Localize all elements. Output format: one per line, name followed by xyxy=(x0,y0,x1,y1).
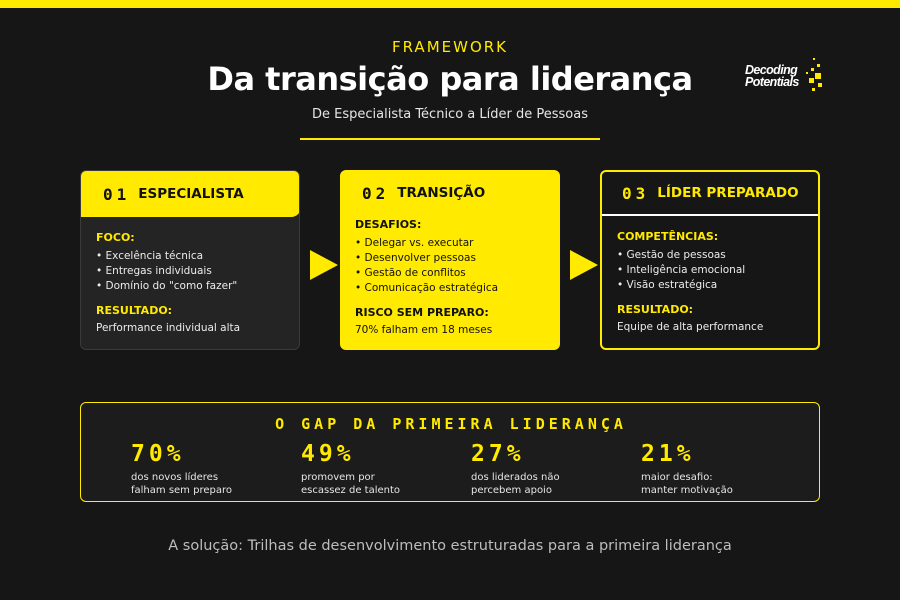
stat-item xyxy=(131,441,291,497)
card-header xyxy=(602,172,818,216)
stat-line: promovem por xyxy=(301,472,375,483)
section-label: COMPETÊNCIAS: xyxy=(617,230,719,243)
risk-label: RISCO SEM PREPARO: xyxy=(355,306,489,319)
list-item: • Delegar vs. executar xyxy=(355,237,474,249)
stat-line: percebem apoio xyxy=(471,485,552,496)
logo-line-2: Potentials xyxy=(745,75,799,89)
result-label: RESULTADO: xyxy=(96,304,173,317)
logo-dots-icon xyxy=(803,58,825,98)
gap-title: O GAP DA PRIMEIRA LIDERANÇA xyxy=(275,415,627,433)
section-label: FOCO: xyxy=(96,231,135,244)
stat-line: escassez de talento xyxy=(301,485,401,496)
list-item: • Entregas individuais xyxy=(96,265,212,277)
list-item: • Gestão de conflitos xyxy=(355,267,466,279)
stat-item xyxy=(301,441,461,497)
list-item: • Desenvolver pessoas xyxy=(355,252,476,264)
arrow-right-icon xyxy=(570,250,598,280)
stat-description xyxy=(641,471,801,497)
list-item: • Gestão de pessoas xyxy=(617,249,726,261)
stat-description xyxy=(131,471,291,497)
card-title: TRANSIÇÃO xyxy=(397,185,486,201)
stat-value: 21% xyxy=(641,441,695,467)
list-item: • Visão estratégica xyxy=(617,279,718,291)
list-item: • Comunicação estratégica xyxy=(355,282,499,294)
stat-value: 70% xyxy=(131,441,185,467)
card-number: 01 xyxy=(103,184,131,204)
stat-description xyxy=(471,471,631,497)
stat-line: manter motivação xyxy=(641,485,733,496)
title-underline xyxy=(300,138,600,140)
stat-line: falham sem preparo xyxy=(131,485,232,496)
top-accent-bar xyxy=(0,0,900,8)
logo-line-1: Decoding xyxy=(745,63,798,77)
card-title: LÍDER PREPARADO xyxy=(657,185,799,201)
footer-text: A solução: Trilhas de desenvolvimento estruturadas para a primeira liderança xyxy=(168,538,732,554)
kicker: FRAMEWORK xyxy=(391,38,509,56)
stat-line: dos novos líderes xyxy=(131,472,219,483)
card-title: ESPECIALISTA xyxy=(138,186,244,202)
page-subtitle: De Especialista Técnico a Líder de Pessoas xyxy=(312,107,588,122)
stat-description xyxy=(301,471,461,497)
arrow-right-icon xyxy=(310,250,338,280)
stat-line: maior desafio: xyxy=(641,472,713,483)
risk-text: 70% falham em 18 meses xyxy=(355,324,493,336)
card-header xyxy=(81,171,300,217)
card-number: 02 xyxy=(362,183,390,203)
gap-panel xyxy=(80,402,820,502)
result-text: Equipe de alta performance xyxy=(617,321,764,333)
list-item: • Domínio do "como fazer" xyxy=(96,280,238,292)
brand-logo xyxy=(745,64,825,104)
card-header xyxy=(340,170,560,216)
card-number: 03 xyxy=(622,183,650,203)
section-label: DESAFIOS: xyxy=(355,218,422,231)
list-item: • Inteligência emocional xyxy=(617,264,746,276)
stat-value: 49% xyxy=(301,441,355,467)
result-label: RESULTADO: xyxy=(617,303,694,316)
result-text: Performance individual alta xyxy=(96,322,241,334)
list-item: • Excelência técnica xyxy=(96,250,204,262)
card-especialista xyxy=(80,170,300,350)
stat-item xyxy=(471,441,631,497)
card-transicao xyxy=(340,170,560,350)
stat-item xyxy=(641,441,801,497)
card-lider-preparado xyxy=(600,170,820,350)
stat-line: dos liderados não xyxy=(471,472,560,483)
page-title: Da transição para liderança xyxy=(207,60,693,98)
stat-value: 27% xyxy=(471,441,525,467)
